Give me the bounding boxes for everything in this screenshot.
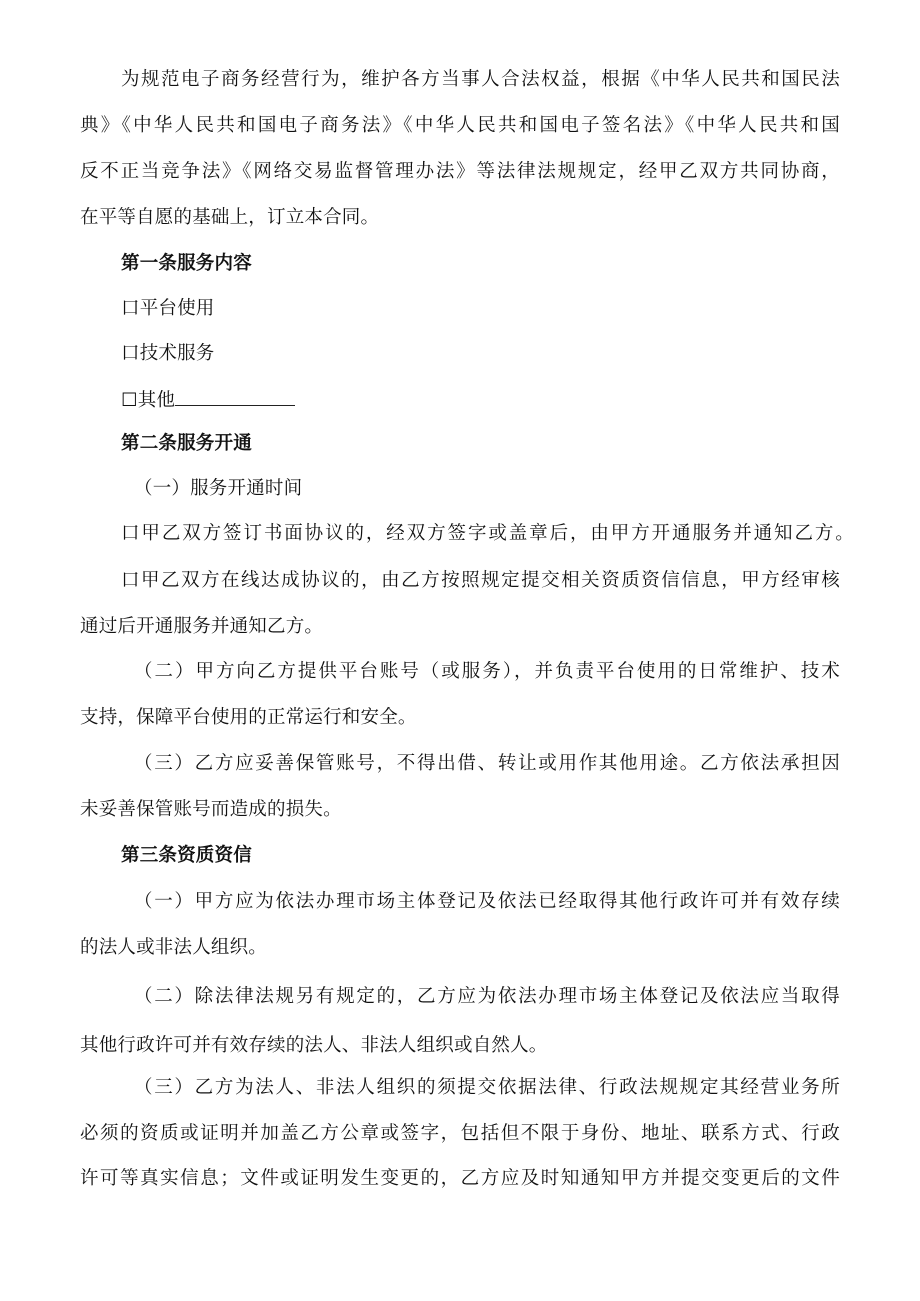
article-2-option-written-agreement[interactable]: 口甲乙双方签订书面协议的，经双方签字或盖章后，由甲方开通服务并通知乙方。 [121, 523, 854, 544]
article-3-sub-1-line-2: 的法人或非法人组织。 [80, 937, 268, 958]
article-3-sub-3-line-2: 必须的资质或证明并加盖乙方公章或签字，包括但不限于身份、地址、联系方式、行政 [80, 1123, 840, 1144]
article-3-sub-3-line-1: （三）乙方为法人、非法人组织的须提交依据法律、行政法规规定其经营业务所 [134, 1077, 840, 1098]
article-3-sub-2-line-1: （二）除法律法规另有规定的，乙方应为依法办理市场主体登记及依法应当取得 [134, 986, 840, 1007]
article-2-sub-3-line-1: （三）乙方应妥善保管账号，不得出借、转让或用作其他用途。乙方依法承担因 [134, 753, 840, 774]
article-2-option-online-agreement-line-1[interactable]: 口甲乙双方在线达成协议的，由乙方按照规定提交相关资质资信信息，甲方经审核 [121, 570, 840, 591]
article-1-title: 第一条服务内容 [121, 253, 252, 274]
article-3-sub-1-line-1: （一）甲方应为依法办理市场主体登记及依法已经取得其他行政许可并有效存续 [134, 891, 840, 912]
preamble-line-2: 典》《中华人民共和国电子商务法》《中华人民共和国电子签名法》《中华人民共和国 [80, 115, 840, 136]
preamble-line-4: 在平等自愿的基础上，订立本合同。 [80, 207, 380, 228]
article-2-option-online-agreement-line-2: 通过后开通服务并通知乙方。 [80, 616, 324, 637]
article-3-sub-3-line-3: 许可等真实信息；文件或证明发生变更的，乙方应及时知通知甲方并提交变更后的文件 [80, 1168, 840, 1189]
checkbox-option-technical-service[interactable]: 口技术服务 [121, 343, 215, 364]
article-2-title: 第二条服务开通 [121, 433, 252, 454]
article-2-sub-2-line-1: （二）甲方向乙方提供平台账号（或服务），并负责平台使用的日常维护、技术 [134, 661, 840, 682]
article-2-sub-1-title: （一）服务开通时间 [134, 478, 303, 499]
article-2-sub-2-line-2: 支持，保障平台使用的正常运行和安全。 [80, 707, 417, 728]
article-3-sub-2-line-2: 其他行政许可并有效存续的法人、非法人组织或自然人。 [80, 1035, 548, 1056]
article-2-sub-3-line-2: 未妥善保管账号而造成的损失。 [80, 799, 342, 820]
preamble-line-1: 为规范电子商务经营行为，维护各方当事人合法权益，根据《中华人民共和国民法 [121, 69, 840, 90]
checkbox-option-platform-use[interactable]: 口平台使用 [121, 298, 215, 319]
other-fill-blank[interactable] [175, 387, 295, 406]
preamble-line-3: 反不正当竞争法》《网络交易监督管理办法》等法律法规规定，经甲乙双方共同协商， [80, 161, 840, 182]
article-3-title: 第三条资质资信 [121, 845, 252, 866]
checkbox-option-other-label: ☐其他 [121, 390, 176, 411]
checkbox-option-other[interactable] [121, 387, 295, 413]
